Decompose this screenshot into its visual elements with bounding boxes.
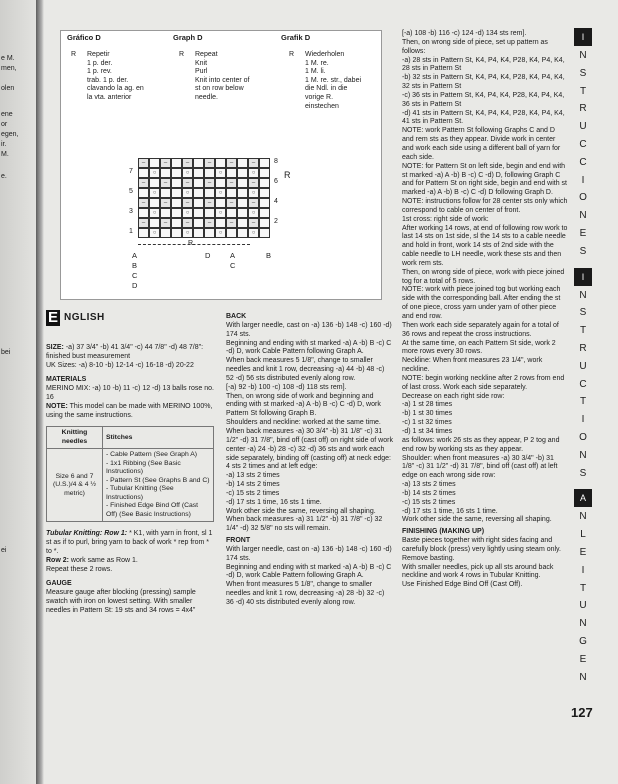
chart-repeat-label: R: [188, 240, 194, 247]
instructions-column-3: [402, 30, 568, 590]
paragraph: FINISHING (MAKING UP): [402, 528, 485, 536]
chart-col-label: D: [132, 281, 138, 290]
legend-row: clavando la ag. en: [87, 85, 144, 93]
chart-cell: [215, 218, 226, 228]
graph-header-english: Graph D: [173, 33, 203, 42]
gauge-text: Measure gauge after blocking (pressing) sample swatch with iron on lowest setting. With smaller needles in Pattern St: 19 sts and 34 rows = 4x4": [46, 589, 196, 614]
index-block-letter: I: [574, 268, 592, 286]
legend-symbol-german: R: [289, 51, 295, 58]
paragraph: NOTE: instructions follow for 28 center sts only which correspond to cable on center of front.: [402, 198, 568, 214]
english-title: NGLISH: [64, 311, 105, 323]
legend-row: Wiederholen: [305, 51, 345, 58]
chart-cell: [149, 198, 160, 208]
index-letter: E: [579, 653, 587, 665]
index-letter: N: [579, 511, 587, 523]
legend-row: vorige R.: [305, 93, 334, 101]
paragraph: Work other side the same, reversing all shaping.: [402, 516, 552, 524]
paragraph: Then, on wrong side of piece, set up pattern as follows:: [402, 38, 548, 55]
page-number: 127: [571, 705, 593, 720]
legend-row: st on row below: [195, 85, 244, 93]
paragraph: Beginning and ending with st marked -a) A -b) B -c) C -d) D, work Cable Pattern following Graph A.: [226, 563, 392, 580]
index-letter: N: [579, 449, 587, 461]
chart-cell: –: [138, 178, 149, 188]
index-letter: U: [579, 600, 587, 612]
chart-cell: [193, 178, 204, 188]
paragraph: At the same time, on each Pattern St side, work 2 more rows every 30 rows.: [402, 339, 556, 356]
materials-note: NOTE: This model can be made with MERINO 100%, using the same instructions.: [46, 402, 213, 419]
legend-english: [195, 51, 249, 103]
paragraph: -c) 15 sts 2 times: [402, 498, 456, 506]
chart-cell: [193, 188, 204, 198]
chart-row-label-right: 2: [274, 218, 278, 225]
chart-cell: ○: [248, 228, 259, 238]
chart-cell: [226, 228, 237, 238]
prev-page-fragment: or: [1, 121, 8, 128]
chart-cell: [149, 178, 160, 188]
chart-cell: [171, 198, 182, 208]
row2-paragraph: Row 2: work same as Row 1.: [46, 556, 138, 564]
materials-heading: MATERIALS: [46, 376, 87, 384]
paragraph: With smaller needles, pick up all sts around back neckline and work 4 rows in Tubular Knitting.: [402, 563, 554, 580]
chart-cell: [138, 228, 149, 238]
chart-cell: [237, 218, 248, 228]
chart-row-label-left: 5: [129, 188, 133, 195]
chart-row-label-left: 1: [129, 228, 133, 235]
chart-cell: [259, 228, 270, 238]
chart-cell: [171, 208, 182, 218]
table-header-needles: Knitting needles: [47, 427, 103, 449]
previous-page-edge: [0, 0, 36, 784]
paragraph: When front measures 5 1/8", change to smaller needles and knit 1 row, decreasing -a) 28 -b) 32 -c) 36 -d) 40 sts distributed evenly along row.: [226, 581, 385, 606]
index-letter: O: [579, 192, 587, 204]
chart-cell: –: [182, 218, 193, 228]
chart-cell: [193, 208, 204, 218]
size-paragraph: SIZE: -a) 37 3/4" -b) 41 3/4" -c) 44 7/8" -d) 48 7/8": finished bust measurement UK Sizes: -a) 8-10 -b) 12-14 -c) 16-18 -d) 20-22: [46, 344, 204, 369]
prev-page-fragment: e M.: [1, 55, 15, 62]
paragraph: Then, on wrong side of piece, work with piece joined tog for a total of 5 rows.: [402, 268, 565, 285]
table-needles-size: Size 6 and 7 (U.S.)/4 & 4 ½ metric): [47, 449, 103, 522]
chart-cell: [160, 228, 171, 238]
chart-cell: ○: [182, 208, 193, 218]
chart-cell: ○: [149, 168, 160, 178]
prev-page-fragment: ene: [1, 111, 13, 118]
chart-cell: –: [204, 158, 215, 168]
stitch-item: - Cable Pattern (See Graph A): [106, 451, 198, 459]
chart-row-label-right: 8: [274, 158, 278, 165]
chart-cell: [171, 168, 182, 178]
index-letter: T: [579, 85, 587, 97]
chart-cell: –: [160, 158, 171, 168]
chart-cell: –: [138, 158, 149, 168]
chart-col-label: A: [132, 251, 138, 260]
chart-col-label: B: [266, 251, 272, 260]
paragraph: With larger needle, cast on -a) 136 -b) 148 -c) 160 -d) 174 sts.: [226, 321, 392, 338]
index-letter: C: [579, 156, 587, 168]
index-letter: O: [579, 432, 587, 443]
paragraph: -c) 1 st 32 times: [402, 419, 452, 427]
repeat-bracket: [138, 244, 250, 245]
legend-row: 1 p. der.: [87, 59, 113, 67]
index-letter: U: [579, 121, 587, 133]
prev-page-fragment: ir.: [1, 141, 7, 148]
legend-row: Repetir: [87, 51, 110, 58]
index-letter: N: [579, 289, 587, 301]
index-letter: I: [581, 174, 585, 186]
paragraph: -c) 36 sts in Pattern St, K4, P4, K4, P28, K4, P4, K4, 36 sts in Pattern St: [402, 91, 565, 108]
chart-cell: [149, 218, 160, 228]
index-letter: R: [579, 343, 587, 354]
index-letter: T: [579, 325, 587, 337]
chart-cell: [237, 178, 248, 188]
index-letter: N: [579, 50, 587, 61]
chart-cell: [259, 198, 270, 208]
legend-row: trab. 1 p. der.: [87, 76, 129, 84]
paragraph: -d) 17 sts 1 time, 16 sts 1 time.: [402, 507, 498, 515]
legend-row: die Ndl. in die: [305, 85, 348, 93]
legend-symbol-english: R: [179, 51, 185, 58]
paragraph: Beginning and ending with st marked -a) A -b) B -c) C -d) D, work Cable Pattern following Graph A.: [226, 339, 392, 356]
paragraph: -c) 15 sts 2 times: [226, 489, 280, 497]
chart-cell: –: [226, 218, 237, 228]
chart-cell: [259, 188, 270, 198]
chart-row-label-left: 7: [129, 168, 133, 175]
paragraph: BACK: [226, 313, 247, 320]
stitch-item: - 1x1 Ribbing (See Basic Instructions): [106, 459, 181, 476]
chart-cell: –: [138, 198, 149, 208]
chart-cell: [193, 218, 204, 228]
index-letter: E: [579, 547, 587, 558]
chart-cell: ○: [248, 208, 259, 218]
chart-cell: –: [182, 198, 193, 208]
chart-col-label: A: [230, 251, 236, 260]
chart-cell: [204, 228, 215, 238]
chart-cell: –: [226, 178, 237, 188]
paragraph: -d) 41 sts in Pattern St, K4, P4, K4, P28, K4, P4, K4, 41 sts in Pattern St.: [402, 109, 565, 126]
prev-page-fragment: M.: [1, 151, 9, 158]
paragraph: 1st cross: right side of work:: [402, 215, 489, 223]
language-index-strip: [572, 28, 594, 718]
chart-cell: [259, 218, 270, 228]
legend-symbol-spanish: R: [71, 51, 77, 58]
chart-cell: ○: [215, 228, 226, 238]
index-letter: N: [579, 671, 587, 683]
chart-cell: [226, 208, 237, 218]
chart-cell: [138, 168, 149, 178]
index-letter: R: [579, 103, 587, 115]
chart-cell: –: [160, 178, 171, 188]
chart-col-label: C: [230, 261, 236, 270]
chart-cell: [204, 188, 215, 198]
chart-cell: [171, 218, 182, 228]
chart-col-label: D: [205, 251, 211, 260]
index-block-letter: I: [574, 28, 592, 46]
chart-cell: [138, 208, 149, 218]
materials-text: MERINO MIX: -a) 10 -b) 11 -c) 12 -d) 13 balls rose no. 16: [46, 385, 214, 401]
prev-page-fragment: ei: [1, 547, 7, 554]
paragraph: -a) 13 sts 2 times: [402, 481, 456, 489]
paragraph: -b) 32 sts in Pattern St, K4, P4, K4, P28, K4, P4, K4, 32 sts in Pattern St: [402, 74, 565, 91]
legend-row: needle.: [195, 93, 218, 101]
index-letter: I: [581, 564, 585, 576]
table-header-stitches: Stitches: [103, 427, 214, 449]
chart-cell: [149, 158, 160, 168]
tubular-paragraph: Tubular Knitting: Row 1: * K1, with yarn in front, sl 1 st as if to purl, bring yarn to back of work * rep from * to *.: [46, 530, 213, 555]
paragraph: as follows: work 26 sts as they appear, P 2 tog and end row by working sts as they appear.: [402, 436, 560, 453]
index-letter: N: [579, 618, 587, 630]
gauge-heading: GAUGE: [46, 580, 72, 588]
chart-cell: [215, 158, 226, 168]
chart-row-label-right: 4: [274, 198, 278, 205]
chart-cell: [237, 228, 248, 238]
chart-row-label-left: 3: [129, 208, 133, 215]
paragraph: Decrease on each right side row:: [402, 392, 505, 400]
chart-repeat-right: R: [284, 170, 291, 180]
chart-cell: –: [248, 178, 259, 188]
paragraph: When back measures -a) 30 3/4" -b) 31 1/8" -c) 31 1/2" -d) 31 7/8", bind off (cast off) on right side of work center -a) 24 -b) 28 -c) 32 -d) 36 sts and work each side separately, binding off (casting off) at neck edge: 4 sts 2 times and at left edge:: [226, 427, 393, 471]
chart-cell: –: [138, 218, 149, 228]
paragraph: -a) 28 sts in Pattern St, K4, P4, K4, P28, K4, P4, K4, 28 sts in Pattern St: [402, 56, 565, 73]
chart-cell: –: [204, 198, 215, 208]
chart-cell: [237, 208, 248, 218]
index-letter: T: [579, 396, 587, 408]
paragraph: -d) 17 sts 1 time, 16 sts 1 time.: [226, 498, 322, 506]
chart-cell: [237, 158, 248, 168]
chart-cell: ○: [215, 208, 226, 218]
chart-cell: –: [204, 178, 215, 188]
prev-page-fragment: bei: [1, 349, 11, 356]
chart-cell: [259, 178, 270, 188]
english-section: [46, 310, 216, 616]
paragraph: Work other side the same, reversing all shaping.: [226, 507, 376, 515]
chart-cell: [193, 158, 204, 168]
legend-row: 1 p. rev.: [87, 68, 112, 76]
chart-col-label: B: [132, 261, 138, 270]
chart-cell: [259, 168, 270, 178]
chart-cell: ○: [248, 168, 259, 178]
chart-cell: [171, 228, 182, 238]
paragraph: NOTE: begin working neckline after 2 rows from end of last cross. Work each side separately.: [402, 374, 565, 391]
chart-cell: [171, 158, 182, 168]
chart-cell: ○: [149, 228, 160, 238]
chart-cell: –: [182, 158, 193, 168]
paragraph: NOTE: work Pattern St following Graphs C and D and rem sts as they appear. Divide work in center and work each side using a different ball of yarn for each side.: [402, 127, 561, 161]
chart-cell: [237, 168, 248, 178]
chart-cell: [171, 188, 182, 198]
paragraph: Shoulders and neckline: worked at the same time.: [226, 419, 381, 427]
index-letter: T: [579, 582, 587, 594]
index-letter: U: [579, 360, 587, 372]
chart-cell: ○: [182, 188, 193, 198]
chart-cell: –: [248, 218, 259, 228]
chart-cell: ○: [149, 208, 160, 218]
prev-page-fragment: men,: [1, 65, 17, 72]
chart-cell: ○: [215, 168, 226, 178]
chart-cell: [204, 208, 215, 218]
paragraph: [-a) 108 -b) 116 -c) 124 -d) 134 sts rem].: [402, 30, 527, 37]
chart-cell: ○: [182, 168, 193, 178]
paragraph: Then, on wrong side of work and beginning and ending with st marked -a) A -b) B -c) C -d) D, work Pattern St following Graph B.: [226, 392, 381, 418]
chart-col-label: C: [132, 271, 138, 280]
paragraph: [-a) 92 -b) 100 -c) 108 -d) 118 sts rem].: [226, 383, 347, 391]
chart-cell: [193, 228, 204, 238]
chart-cell: –: [248, 198, 259, 208]
english-initial: E: [47, 308, 58, 326]
stitch-item: - Pattern St (See Graphs B and C): [106, 476, 210, 484]
repeat-text: Repeat these 2 rows.: [46, 565, 113, 573]
index-letter: S: [579, 307, 587, 319]
chart-cell: [160, 168, 171, 178]
graph-header-spanish: Gráfico D: [67, 33, 101, 42]
legend-row: Knit into center of: [195, 76, 250, 84]
paragraph: -a) 13 sts 2 times: [226, 472, 280, 480]
legend-spanish: [87, 51, 144, 103]
prev-page-fragment: e.: [1, 173, 7, 180]
legend-row: 1 M. re. str., dabei: [305, 76, 362, 84]
paragraph: When back measures -a) 31 1/2" -b) 31 7/8" -c) 32 1/4" -d) 32 5/8" no sts will remain.: [226, 516, 383, 533]
chart-cell: –: [160, 198, 171, 208]
index-letter: L: [580, 529, 586, 541]
stitch-item: - Finished Edge Bind Off (Cast Off) (See Basic Instructions): [106, 502, 199, 518]
chart-cell: [193, 198, 204, 208]
legend-row: la vta. anterior: [87, 93, 132, 101]
legend-row: Knit: [195, 59, 208, 67]
chart-cell: –: [226, 198, 237, 208]
chart-cell: [215, 198, 226, 208]
index-letter: E: [579, 228, 587, 239]
legend-german: [305, 51, 361, 111]
index-letter: S: [579, 467, 587, 479]
index-letter: I: [581, 414, 585, 426]
paragraph: NOTE: for Pattern St on left side, begin and end with st marked -a) A -b) B -c) C -d) D, following Graph C and for Pattern St on right side, begin and end with st marked -a) A -b) B -c) C -d) D following Graph D.: [402, 162, 567, 197]
chart-cell: [204, 168, 215, 178]
prev-page-fragment: olen: [1, 85, 15, 92]
chart-cell: [237, 188, 248, 198]
chart-cell: [237, 198, 248, 208]
paragraph: When back measures 5 1/8", change to smaller needles and knit 1 row, decreasing -a) 44 -b) 48 -c) 52 -d) 56 sts distributed evenly along row.: [226, 357, 385, 382]
chart-cell: –: [160, 218, 171, 228]
index-letter: S: [579, 67, 587, 79]
paragraph: Baste pieces together with right sides facing and carefully block (press) very lightly using steam only. Remove basting.: [402, 537, 561, 562]
legend-row: 1 M. li.: [305, 68, 326, 76]
chart-cell: [259, 158, 270, 168]
paragraph: FRONT: [226, 537, 251, 545]
index-block-letter: A: [574, 489, 592, 507]
table-stitches-list: [103, 449, 214, 522]
book-gutter: [36, 0, 44, 784]
chart-cell: –: [204, 218, 215, 228]
chart-cell: ○: [182, 228, 193, 238]
chart-cell: ○: [215, 188, 226, 198]
paragraph: -b) 14 sts 2 times: [226, 481, 280, 489]
paragraph: -b) 1 st 30 times: [402, 410, 453, 418]
needles-table: [46, 426, 214, 522]
paragraph: Then work each side separately again for a total of 36 rows and repeat the cross instructions.: [402, 321, 559, 338]
paragraph: Use Finished Edge Bind Off (Cast Off).: [402, 581, 523, 589]
chart-cell: [138, 188, 149, 198]
prev-page-fragment: egen,: [1, 131, 19, 138]
paragraph: Shoulder: when front measures -a) 30 3/4" -b) 31 1/8" -c) 31 1/2" -d) 31 7/8", bind off (cast off) at left edge on each wrong side row:: [402, 454, 558, 480]
paragraph: -d) 1 st 34 times: [402, 427, 453, 435]
index-letter: S: [579, 245, 587, 257]
paragraph: After working 14 rows, at end of following row work to last 14 sts on 1st side, sl the 14 sts to a cable needle and hold in front, work 14 sts of 2nd side with the cable needle to LH needle, work these sts and then work rem sts.: [402, 224, 568, 267]
paragraph: -a) 1 st 28 times: [402, 401, 453, 409]
chart-cell: [160, 208, 171, 218]
chart-cell: [193, 168, 204, 178]
index-letter: G: [579, 636, 587, 647]
chart-cell: –: [182, 178, 193, 188]
legend-row: Purl: [195, 68, 208, 76]
graph-header-german: Grafik D: [281, 33, 311, 42]
chart-cell: [215, 178, 226, 188]
chart-cell: [259, 208, 270, 218]
index-letter: C: [579, 378, 587, 390]
paragraph: Neckline: When front measures 23 1/4", work neckline.: [402, 357, 543, 374]
chart-cell: ○: [248, 188, 259, 198]
legend-row: Repeat: [195, 51, 218, 58]
chart-cell: –: [248, 158, 259, 168]
chart-cell: ○: [149, 188, 160, 198]
index-letter: C: [579, 139, 587, 150]
paragraph: NOTE: work with piece joined tog but working each side with the corresponding ball. After ending the st of one piece, cross yarn under yarn of other piece and end row.: [402, 286, 561, 320]
instructions-column-2: [226, 310, 394, 608]
paragraph: With larger needle, cast on -a) 136 -b) 148 -c) 160 -d) 174 sts.: [226, 545, 392, 562]
chart-row-label-right: 6: [274, 178, 278, 185]
stitch-item: - Tubular Knitting (See Instructions): [106, 485, 174, 501]
chart-cell: –: [226, 158, 237, 168]
chart-cell: [160, 188, 171, 198]
paragraph: -b) 14 sts 2 times: [402, 489, 456, 497]
chart-cell: [226, 188, 237, 198]
chart-cell: [226, 168, 237, 178]
legend-row: 1 M. re.: [305, 59, 329, 67]
chart-cell: [171, 178, 182, 188]
legend-row: einstechen: [305, 102, 339, 110]
index-letter: N: [579, 210, 587, 222]
